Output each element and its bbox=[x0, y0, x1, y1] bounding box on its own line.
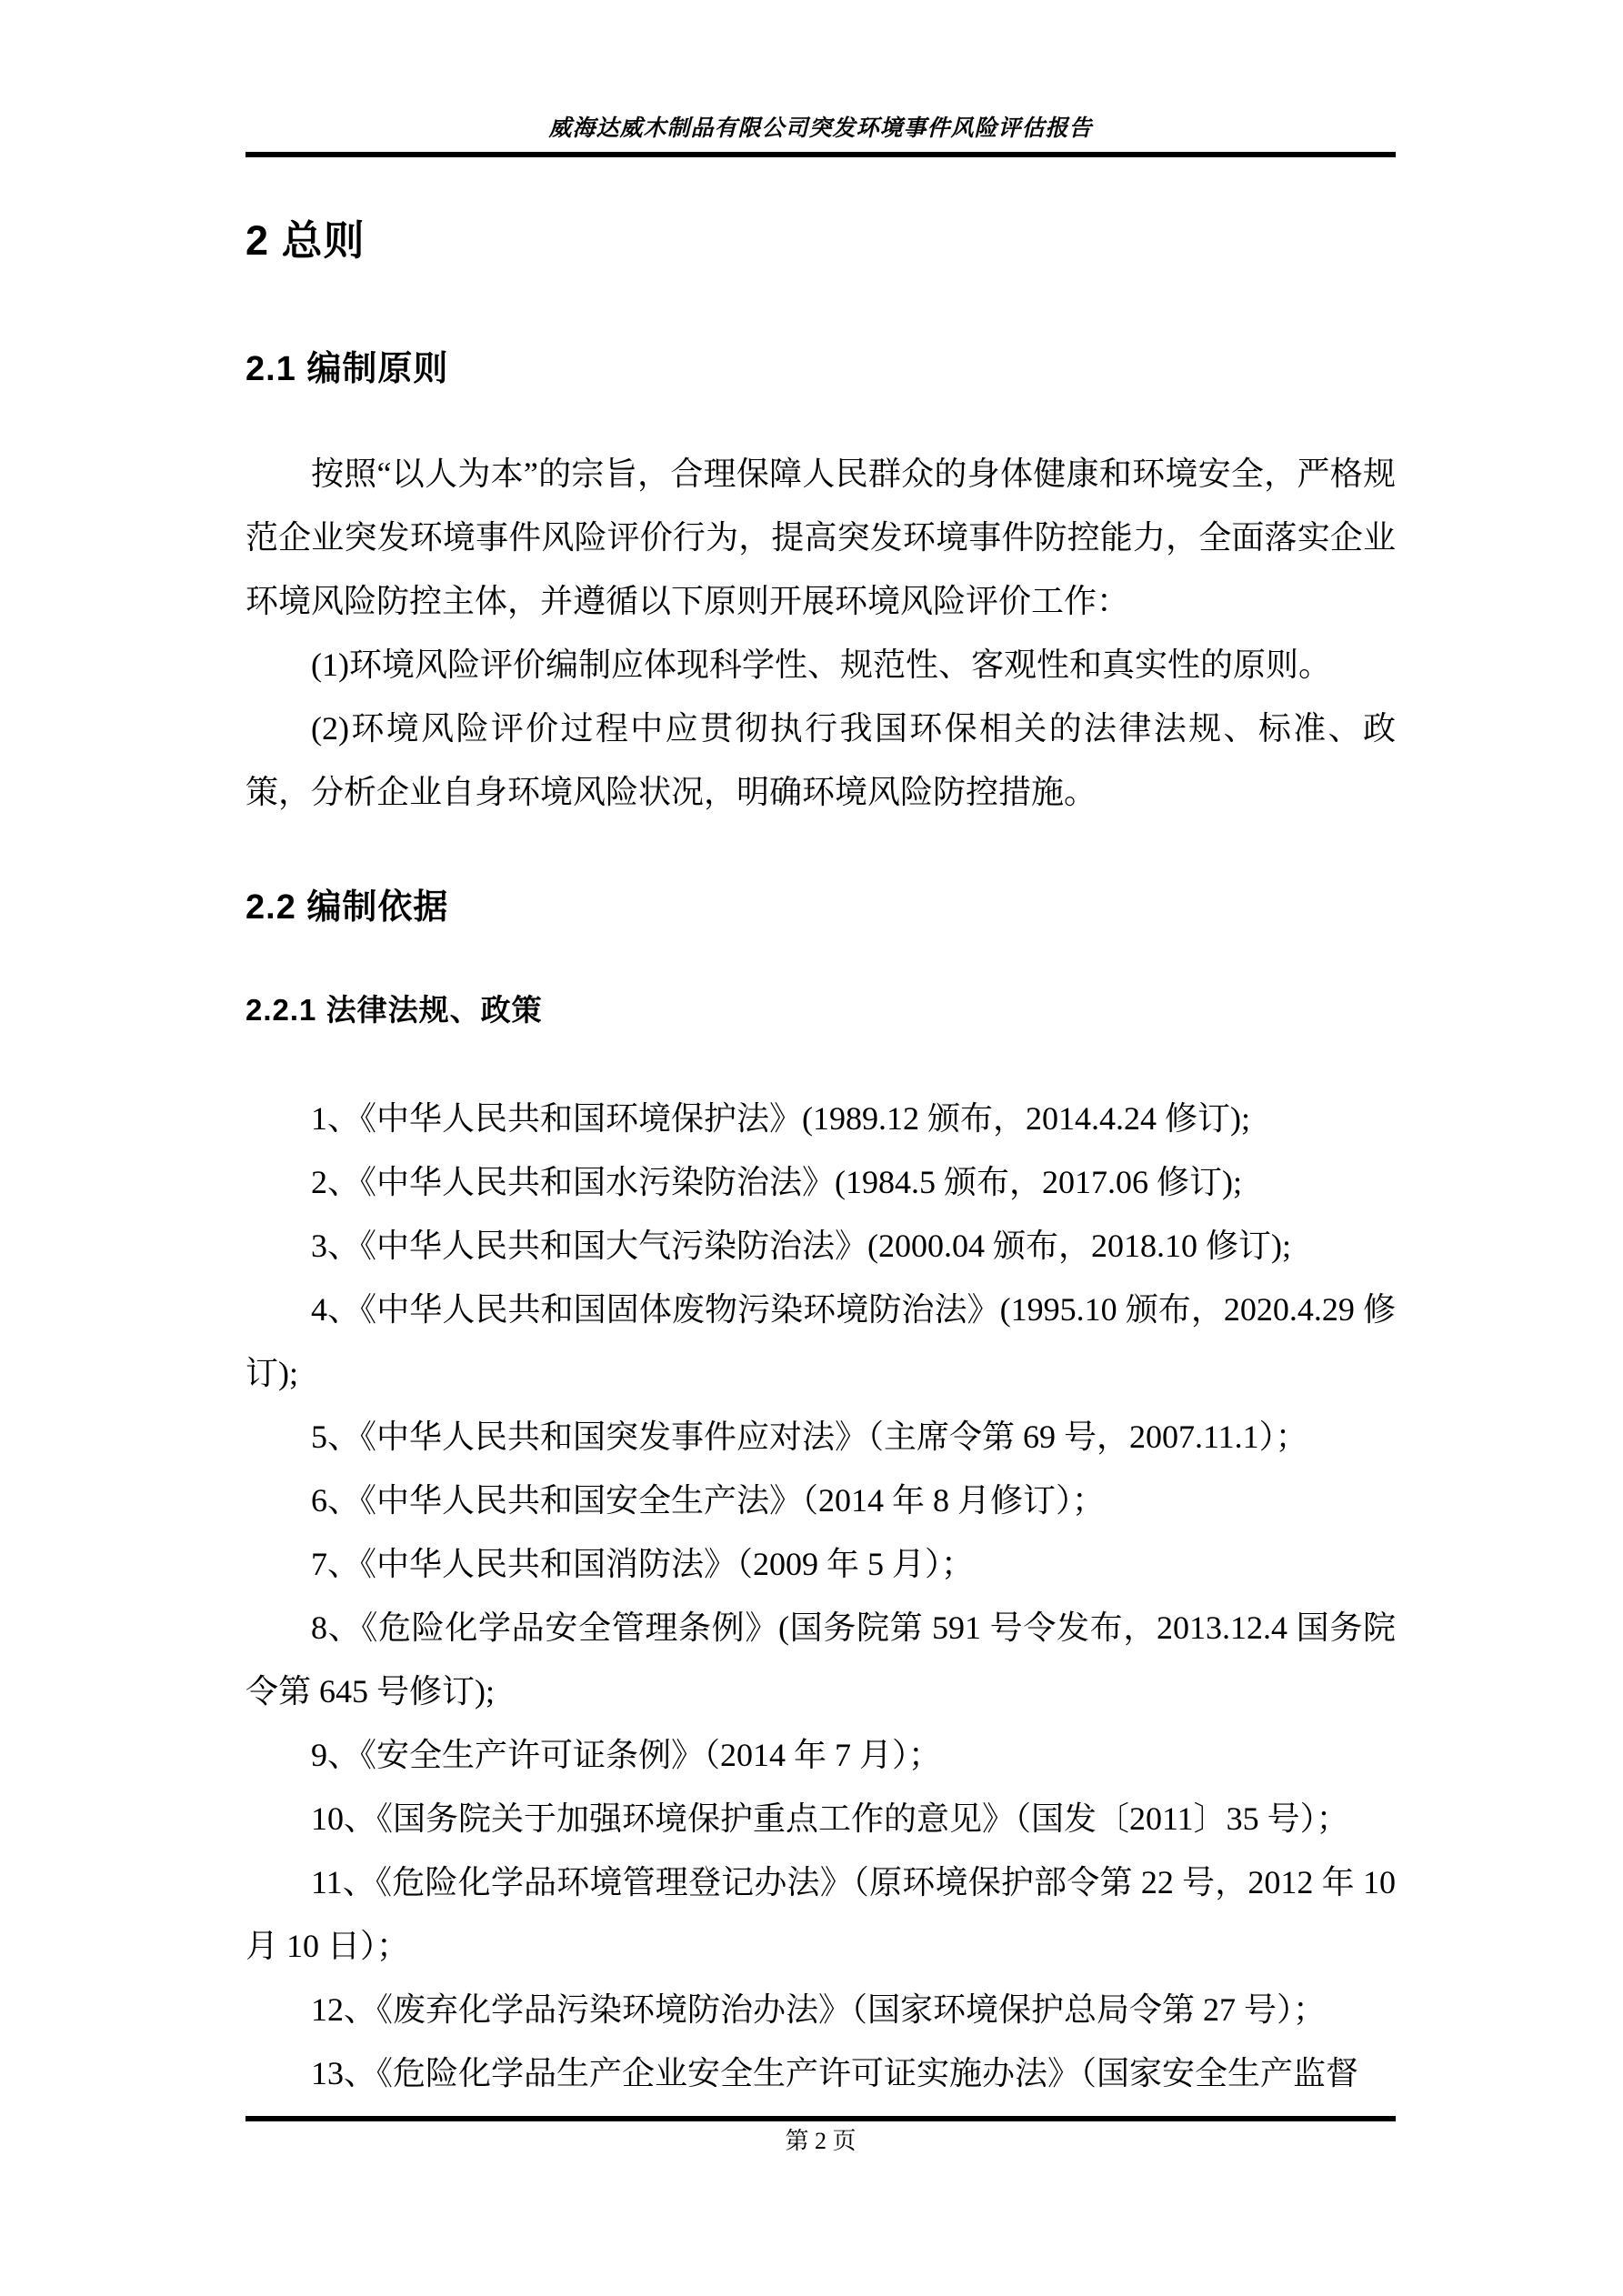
paragraph-principle-1: (1)环境风险评价编制应体现科学性、规范性、客观性和真实性的原则。 bbox=[311, 647, 1331, 683]
footer-rule bbox=[245, 2116, 1396, 2121]
paragraph-principle-2: (2)环境风险评价过程中应贯彻执行我国环保相关的法律法规、标准、政策，分析企业自身环境风险状况，明确环境风险防控措施。 bbox=[245, 710, 1396, 810]
law-item-1: 1、《中华人民共和国环境保护法》(1989.12 颁布，2014.4.24 修订); bbox=[311, 1100, 1250, 1137]
law-item-5: 5、《中华人民共和国突发事件应对法》（主席令第 69 号，2007.11.1）； bbox=[311, 1419, 1308, 1455]
header-title: 威海达威木制品有限公司突发环境事件风险评估报告 bbox=[548, 116, 1093, 141]
law-item-13: 13、《危险化学品生产企业安全生产许可证实施办法》（国家安全生产监督 bbox=[311, 2055, 1359, 2091]
document-body bbox=[245, 0, 1396, 2105]
law-item-7: 7、《中华人民共和国消防法》（2009 年 5 月）； bbox=[311, 1546, 975, 1582]
heading-subsection-2-2-1: 2.2.1 法律法规、政策 bbox=[245, 993, 543, 1027]
law-item-10: 10、《国务院关于加强环境保护重点工作的意见》（国发〔2011〕35 号）； bbox=[311, 1800, 1349, 1837]
heading-section-2-2: 2.2 编制依据 bbox=[245, 888, 449, 927]
law-item-4: 4、《中华人民共和国固体废物污染环境防治法》(1995.10 颁布，2020.4.29 修订); bbox=[245, 1291, 1396, 1391]
law-item-11: 11、《危险化学品环境管理登记办法》（原环境保护部令第 22 号，2012 年 10 月 10 日）； bbox=[245, 1864, 1396, 1964]
heading-section-2-1: 2.1 编制原则 bbox=[245, 350, 449, 388]
law-item-3: 3、《中华人民共和国大气污染防治法》(2000.04 颁布，2018.10 修订); bbox=[311, 1228, 1291, 1264]
heading-chapter-2: 2 总则 bbox=[245, 217, 366, 264]
law-item-9: 9、《安全生产许可证条例》（2014 年 7 月）； bbox=[311, 1737, 942, 1773]
paragraph-principles-intro: 按照“以人为本”的宗旨，合理保障人民群众的身体健康和环境安全，严格规范企业突发环境事件风险评价行为，提高突发环境事件防控能力，全面落实企业环境风险防控主体，并遵循以下原则开展环境风险评价工作： bbox=[245, 456, 1396, 619]
law-item-6: 6、《中华人民共和国安全生产法》（2014 年 8 月修订）； bbox=[311, 1482, 1106, 1519]
law-item-12: 12、《废弃化学品污染环境防治办法》（国家环境保护总局令第 27 号）； bbox=[311, 1991, 1327, 2028]
law-list bbox=[245, 1087, 1396, 2105]
law-item-2: 2、《中华人民共和国水污染防治法》(1984.5 颁布，2017.06 修订); bbox=[311, 1164, 1242, 1200]
page-number: 第 2 页 bbox=[785, 2128, 857, 2154]
law-item-8: 8、《危险化学品安全管理条例》(国务院第 591 号令发布，2013.12.4 国务院令第 645 号修订); bbox=[245, 1609, 1396, 1709]
